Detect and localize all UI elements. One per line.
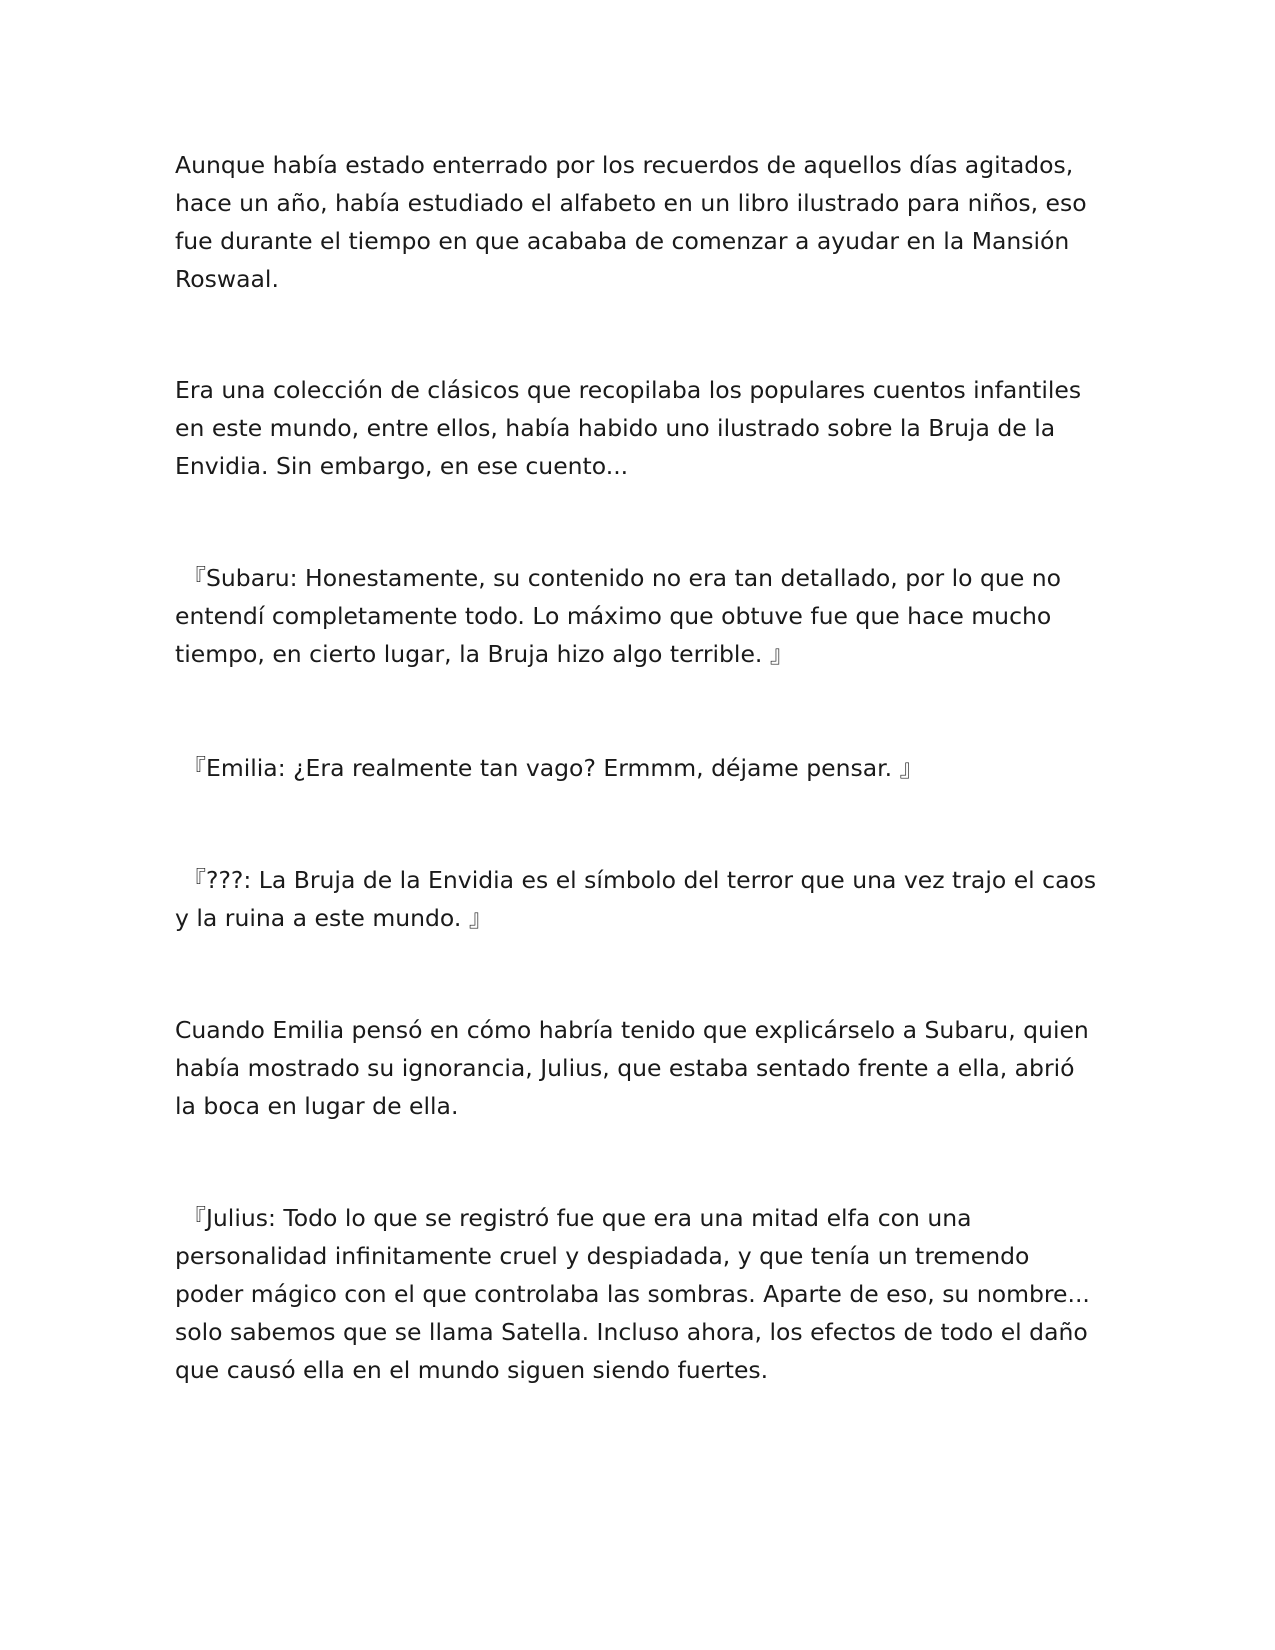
dialogue-unknown-speaker: 『???: La Bruja de la Envidia es el símbolo del terror que una vez trajo el caos y la ruina a este mundo. 』 xyxy=(175,866,1097,932)
narration-paragraph: Cuando Emilia pensó en cómo habría tenido que explicárselo a Subaru, quien había mostrado su ignorancia, Julius, que estaba sentado frente a ella, abrió la boca en lugar de ella. xyxy=(175,1016,1089,1120)
narration-paragraph: Aunque había estado enterrado por los recuerdos de aquellos días agitados, hace un año, había estudiado el alfabeto en un libro ilustrado para niños, eso fue durante el tiempo en que acababa de comenzar a ayudar en la Mansión Roswaal. xyxy=(175,151,1087,293)
dialogue-subaru: 『Subaru: Honestamente, su contenido no era tan detallado, por lo que no entendí completamente todo. Lo máximo que obtuve fue que hace mucho tiempo, en cierto lugar, la Bruja hizo algo terrible. 』 xyxy=(175,564,1062,668)
narration-paragraph: Era una colección de clásicos que recopilaba los populares cuentos infantiles en este mundo, entre ellos, había habido uno ilustrado sobre la Bruja de la Envidia. Sin embargo, en ese cuento... xyxy=(175,376,1082,480)
dialogue-emilia: 『Emilia: ¿Era realmente tan vago? Ermmm, déjame pensar. 』 xyxy=(175,754,924,782)
dialogue-julius: 『Julius: Todo lo que se registró fue que era una mitad elfa con una personalidad infinitamente cruel y despiadada, y que tenía un tremendo poder mágico con el que controlaba las sombras. Aparte de eso, su nombre... solo sabemos que se llama Satella. Incluso ahora, los efectos de todo el daño que causó ella en el mundo siguen siendo fuertes. xyxy=(175,1204,1090,1384)
